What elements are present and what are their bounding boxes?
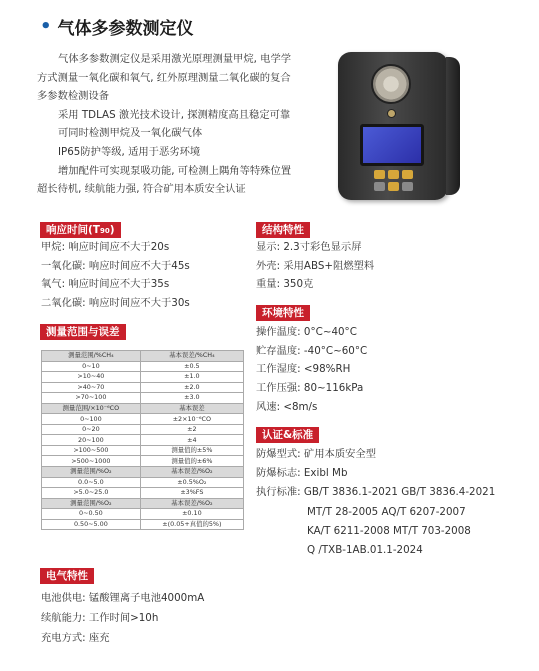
structure-header: 结构特性: [256, 222, 310, 238]
table-header-cell: 基本误差/%CH₄: [140, 351, 243, 362]
electrical-item: 电池供电: 锰酸锂离子电池4000mA: [41, 592, 205, 604]
table-cell: ±3%FS: [140, 488, 243, 499]
table-header-row: [42, 351, 244, 362]
table-cell: 测量值的±6%: [140, 456, 243, 467]
table-cell: ±3.0: [140, 393, 243, 404]
table-cell: ±4: [140, 435, 243, 446]
response-time-item: 甲烷: 响应时间应不大于20s: [41, 241, 170, 253]
device-key: [402, 170, 413, 179]
response-time-item: 一氧化碳: 响应时间应不大于45s: [41, 259, 190, 272]
response-time-list: [41, 238, 190, 313]
response-time-header-subscript: 90: [99, 227, 110, 235]
table-header-cell: 测量范围/%O₂: [42, 498, 141, 509]
device-key: [388, 182, 399, 191]
bullet-icon: •: [40, 16, 52, 37]
table-row: [42, 382, 244, 393]
table-cell: ±2×10⁻⁶CO: [140, 414, 243, 425]
table-cell: >10~40: [42, 372, 141, 383]
certification-item: KA/T 6211-2008 MT/T 703-2008: [307, 524, 471, 537]
intro-line: 方式测量一氧化碳和氧气, 红外原理测量二氧化碳的复合: [37, 71, 291, 84]
device-side-edge: [446, 57, 460, 195]
structure-item: 重量: 350克: [256, 278, 314, 291]
measuring-range-table: [41, 350, 244, 530]
device-key: [374, 182, 385, 191]
environment-item: 操作温度: 0°C~40°C: [256, 326, 357, 338]
intro-line: IP65防护等级, 适用于恶劣环境: [58, 145, 201, 158]
structure-item: 外壳: 采用ABS+阻燃塑料: [256, 259, 375, 272]
table-cell: >40~70: [42, 382, 141, 393]
page-title-text: 气体多参数测定仪: [57, 19, 194, 39]
table-row: [42, 445, 244, 456]
table-header-cell: 测量范围/×10⁻⁶CO: [42, 403, 141, 414]
table-row: [42, 477, 244, 488]
structure-item: 显示: 2.3寸彩色显示屏: [256, 241, 362, 253]
table-cell: 0.0~5.0: [42, 477, 141, 488]
page-title: [40, 14, 194, 39]
intro-text: [37, 50, 327, 199]
electrical-header: 电气特性: [40, 568, 94, 584]
table-cell: ±2.0: [140, 382, 243, 393]
table-row: [42, 361, 244, 372]
speaker-grille-icon: [371, 64, 411, 104]
table-header-cell: 测量范围/%O₂: [42, 467, 141, 478]
electrical-item: 充电方式: 座充: [41, 632, 110, 644]
table-cell: 测量值的±5%: [140, 445, 243, 456]
table-cell: ±0.10: [140, 509, 243, 520]
table-row: [42, 509, 244, 520]
table-row: [42, 488, 244, 499]
table-header-cell: 基本误差/%O₂: [140, 467, 243, 478]
device-key: [402, 182, 413, 191]
structure-list: [256, 238, 374, 294]
response-time-item: 二氧化碳: 响应时间应不大于30s: [41, 297, 190, 310]
intro-line: 超长待机, 续航能力强, 符合矿用本质安全认证: [37, 183, 246, 196]
response-time-header: [40, 222, 121, 238]
table-row: [42, 435, 244, 446]
table-header-row: [42, 467, 244, 478]
response-time-header-close: ): [109, 224, 115, 236]
table-cell: ±0.5: [140, 361, 243, 372]
table-cell: 0~100: [42, 414, 141, 425]
table-header-cell: 基本误差/%O₂: [140, 498, 243, 509]
certification-header: 认证&标准: [256, 427, 319, 443]
intro-line: 采用 TDLAS 激光技术设计, 探测精度高且稳定可靠: [58, 108, 291, 121]
certification-item: Q /TXB-1AB.01.1-2024: [307, 544, 423, 557]
table-cell: ±0.5%O₂: [140, 477, 243, 488]
sensor-icon: [387, 109, 396, 118]
table-cell: 0~20: [42, 424, 141, 435]
table-header-row: [42, 498, 244, 509]
table-cell: >5.0~25.0: [42, 488, 141, 499]
certification-list: [256, 445, 495, 560]
table-row: [42, 372, 244, 383]
environment-item: 工作压强: 80~116kPa: [256, 382, 364, 395]
environment-item: 风速: <8m/s: [256, 400, 318, 413]
electrical-list: [41, 588, 204, 648]
table-row: [42, 519, 244, 530]
electrical-item: 续航能力: 工作时间>10h: [41, 612, 159, 624]
certification-item: 防爆标志: Exibl Mb: [256, 467, 348, 480]
table-cell: >70~100: [42, 393, 141, 404]
intro-line: 多参数检测设备: [37, 90, 110, 103]
environment-item: 工作湿度: <98%RH: [256, 363, 351, 376]
table-cell: 0~0.50: [42, 509, 141, 520]
table-cell: ±1.0: [140, 372, 243, 383]
intro-line: 增加配件可实现泵吸功能, 可检测上隅角等特殊位置: [58, 164, 292, 177]
table-row: [42, 424, 244, 435]
device-key: [388, 170, 399, 179]
table-row: [42, 414, 244, 425]
intro-line: 气体多参数测定仪是采用激光原理测量甲烷, 电学学: [58, 53, 292, 65]
table-cell: >500~1000: [42, 456, 141, 467]
response-time-header-text: 响应时间(T: [46, 224, 100, 236]
table-cell: 20~100: [42, 435, 141, 446]
environment-list: [256, 323, 367, 417]
response-time-item: 氧气: 响应时间应不大于35s: [41, 278, 170, 291]
table-row: [42, 456, 244, 467]
table-header-row: [42, 403, 244, 414]
table-cell: 0~10: [42, 361, 141, 372]
environment-item: 贮存温度: -40°C~60°C: [256, 344, 368, 357]
gas-detector-device-image: [338, 52, 448, 200]
table-cell: ±2: [140, 424, 243, 435]
certification-item: 执行标准: GB/T 3836.1-2021 GB/T 3836.4-2021: [256, 486, 496, 499]
measuring-range-header: 测量范围与误差: [40, 324, 126, 340]
environment-header: 环境特性: [256, 305, 310, 321]
intro-line: 可同时检测甲烷及一氧化碳气体: [58, 127, 203, 140]
device-key: [374, 170, 385, 179]
table-header-cell: 测量范围/%CH₄: [42, 351, 141, 362]
table-cell: >100~500: [42, 445, 141, 456]
certification-item: 防爆型式: 矿用本质安全型: [256, 448, 377, 460]
device-screen: [360, 124, 424, 166]
table-cell: ±(0.05+真值的5%): [140, 519, 243, 530]
table-header-cell: 基本误差: [140, 403, 243, 414]
table-cell: 0.50~5.00: [42, 519, 141, 530]
certification-item: MT/T 28-2005 AQ/T 6207-2007: [307, 505, 466, 518]
table-row: [42, 393, 244, 404]
